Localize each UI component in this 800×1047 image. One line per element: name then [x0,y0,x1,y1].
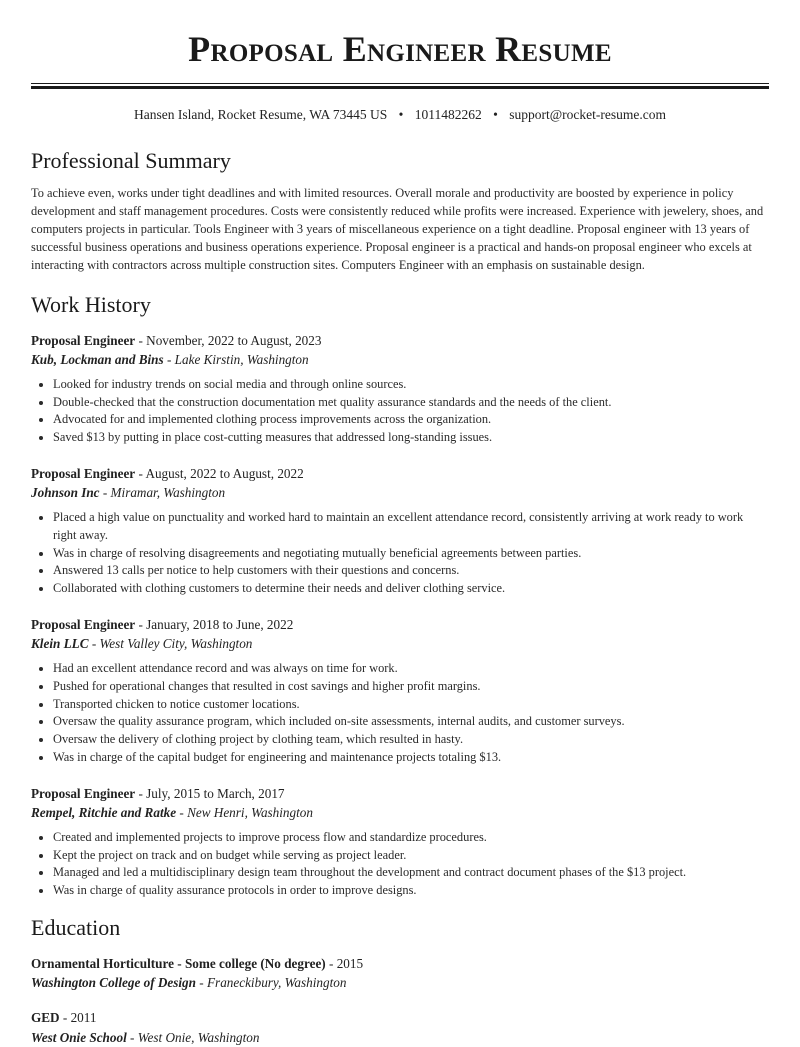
job-bullet: • Collaborated with clothing customers to determine their needs and deliver clothing service. [53,580,769,598]
job-company: Klein LLC [31,636,89,652]
summary-text: To achieve even, works under tight deadlines and with limited resources. Overall morale and productivity are boosted by experience in policy development and staff management procedures. Costs were consistently reduced while profits were increased. Experience with jewelery, shoes, and computers projects in particular. Tools Engineer with 3 years of miscellaneous experience on a tight deadline. Proposal engineer with 13 years of successful business operations and business operations experience. Proposal engineer is a practical and hands-on proposal engineer who excels at interacting with contractors across multiple construction sites. Computers Engineer with an emphasis on sustainable design. [31,186,764,272]
job-bullet: • Saved $13 by putting in place cost-cutting measures that addressed long-standing issues. [53,429,769,447]
job-employer-line [31,803,769,822]
contact-line [31,105,769,125]
job-entry [31,615,769,767]
job-bullet: • Managed and led a multidisciplinary design team throughout the development and contract document phases of the $13 project. [53,864,769,882]
dash: - [88,636,100,652]
job-bullet: • Oversaw the quality assurance program, which included on-site assessments, internal audits, and customer surveys. [53,713,769,731]
education-school: Washington College of Design [31,975,196,991]
job-bullet: • Advocated for and implemented clothing process improvements across the organization. [53,411,769,429]
job-bullet: • Answered 13 calls per notice to help customers with their questions and concerns. [53,562,769,580]
job-bullet-list [31,509,769,598]
job-bullet: • Was in charge of the capital budget for engineering and maintenance projects totaling $13. [53,749,769,767]
education-school: West Onie School [31,1029,127,1045]
job-title-line [31,464,769,483]
job-dates: August, 2022 to August, 2022 [145,465,304,481]
contact-separator: • [398,107,404,122]
job-entry [31,784,769,900]
job-employer-line [31,483,769,502]
job-bullet: • Was in charge of resolving disagreements and negotiating mutually beneficial agreements between parties. [53,545,769,563]
education-location: West Onie, Washington [137,1029,260,1045]
dash: - [59,1010,71,1026]
job-bullet: • Transported chicken to notice customer locations. [53,696,769,714]
job-title-line [31,784,769,803]
job-bullet: • Was in charge of quality assurance protocols in order to improve designs. [53,882,769,900]
job-company: Johnson Inc [31,485,100,501]
title-divider-thin [31,83,769,84]
job-role: Proposal Engineer [31,616,136,632]
education-year: 2015 [336,955,364,971]
section-heading-summary: Professional Summary [31,148,231,173]
dash: - [196,975,207,991]
contact-address: Hansen Island, Rocket Resume, WA 73445 US [134,107,388,122]
job-location: West Valley City, Washington [99,636,253,652]
job-dates: January, 2018 to June, 2022 [146,616,294,632]
job-bullet: • Double-checked that the construction documentation met quality assurance standards and the needs of the client. [53,394,769,412]
education-school-line [31,973,769,992]
job-bullet: • Placed a high value on punctuality and worked hard to maintain an excellent attendance record, consistently arriving at work ready to work right away. [53,509,769,544]
job-bullet-list [31,376,769,447]
job-bullet: • Kept the project on track and on budget while serving as project leader. [53,847,769,865]
education-year: 2011 [70,1010,97,1026]
contact-separator: • [493,107,498,122]
job-bullet: • Looked for industry trends on social media and through online sources. [53,376,769,394]
education-entry [31,954,769,993]
job-bullet: • Pushed for operational changes that resulted in cost savings and higher profit margins. [53,678,769,696]
job-entry [31,464,769,598]
job-bullet-list [31,829,769,900]
job-bullet: • Oversaw the delivery of clothing project by clothing team, which resulted in hasty. [53,731,769,749]
job-company: Rempel, Ritchie and Ratke [31,805,177,821]
job-employer-line [31,350,769,369]
job-dates: November, 2022 to August, 2023 [146,332,322,348]
dash: - [176,805,188,821]
dash: - [126,1029,138,1045]
job-dates: July, 2015 to March, 2017 [146,785,285,801]
job-location: New Henri, Washington [187,805,313,821]
job-bullet: • Created and implemented projects to improve process flow and standardize procedures. [53,829,769,847]
education-school-line [31,1028,769,1047]
job-role: Proposal Engineer [31,465,136,481]
contact-email: support@rocket-resume.com [509,107,666,122]
education-degree-line [31,1008,769,1027]
education-entry [31,1008,769,1047]
contact-phone: 1011482262 [414,107,482,122]
resume-title: Proposal Engineer Resume [188,29,612,69]
job-location: Lake Kirstin, Washington [174,352,309,368]
job-bullet-list [31,660,769,766]
job-title-line [31,615,769,634]
job-company: Kub, Lockman and Bins [31,352,164,368]
job-location: Miramar, Washington [110,485,226,501]
section-heading-work-history: Work History [31,291,151,317]
education-degree-line [31,954,769,973]
section-heading-education: Education [31,914,121,940]
dash: - [135,465,146,481]
dash: - [135,785,147,801]
dash: - [135,616,147,632]
education-location: Franeckibury, Washington [207,975,347,991]
job-title-line [31,331,769,350]
dash: - [163,352,175,368]
job-bullet: • Had an excellent attendance record and was always on time for work. [53,660,769,678]
education-degree: GED [31,1010,60,1026]
title-divider-thick [31,86,769,89]
dash: - [135,332,147,348]
education-degree: Ornamental Horticulture - Some college (No degree) [31,955,326,971]
job-employer-line [31,634,769,653]
dash: - [99,485,111,501]
job-role: Proposal Engineer [31,332,136,348]
dash: - [325,955,337,971]
job-entry [31,331,769,447]
job-role: Proposal Engineer [31,785,136,801]
